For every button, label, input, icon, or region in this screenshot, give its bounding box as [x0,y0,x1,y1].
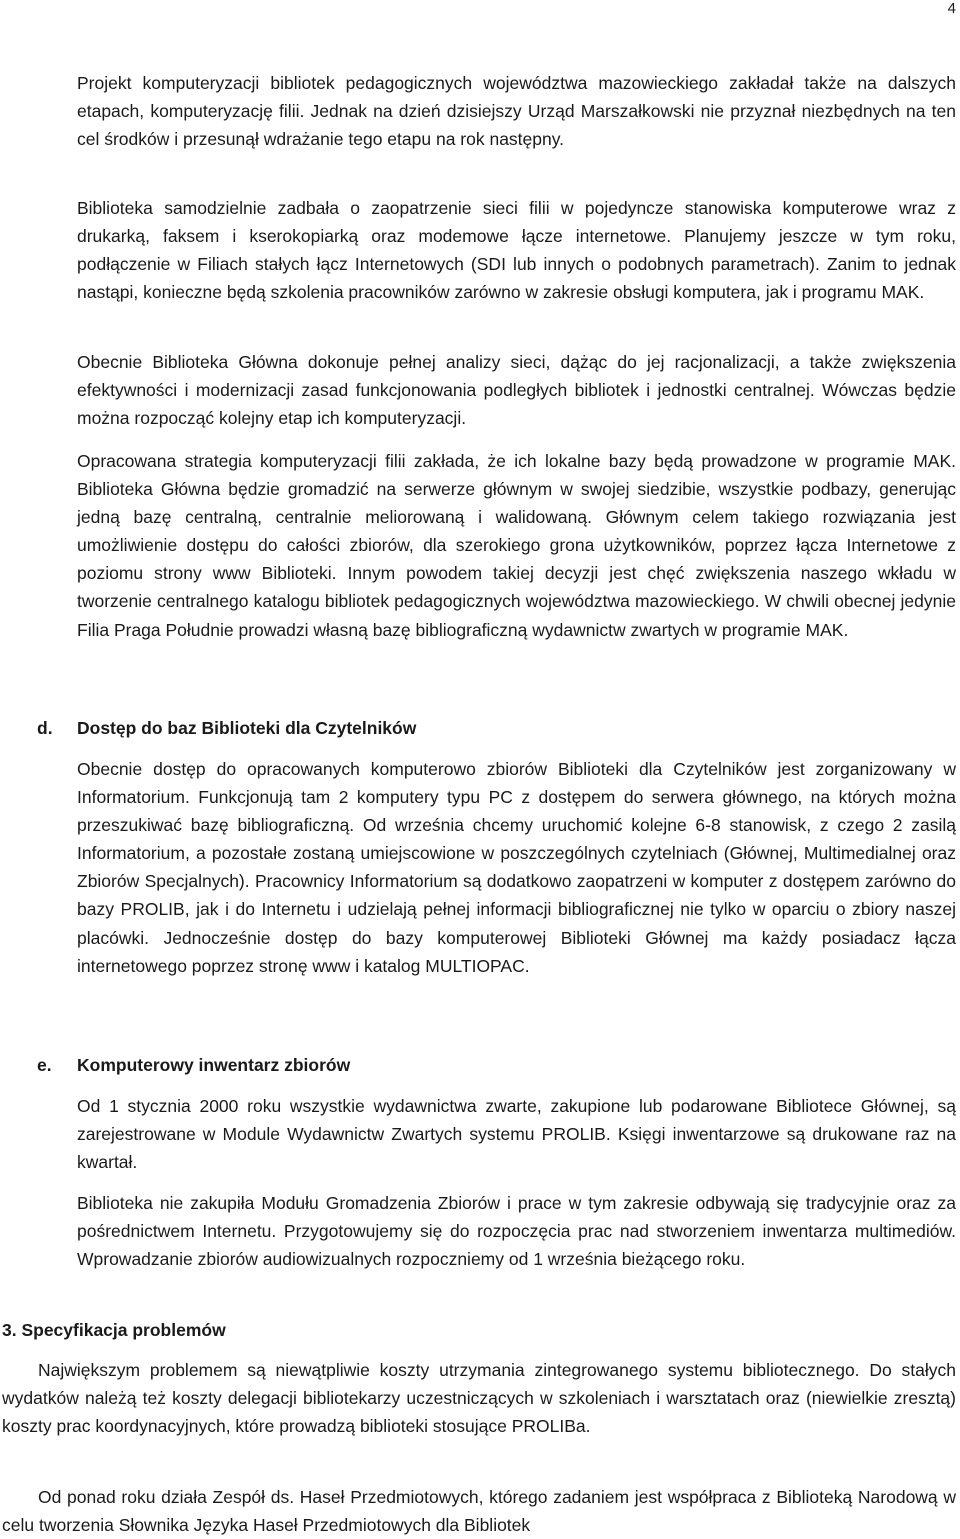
paragraph-inventory: Od 1 stycznia 2000 roku wszystkie wydawnictwa zwarte, zakupione lub podarowane Bibliotece Głównej, są zarejestrowane w Module Wydawnictw Zwartych systemu PROLIB. Księgi inwentarzowe są drukowane raz na kwartał. [77,1096,956,1173]
paragraph-strategy: Opracowana strategia komputeryzacji filii zakłada, że ich lokalne bazy będą prowadzone w programie MAK. Biblioteka Główna będzie gromadzić na serwerze głównym w swojej siedzibie, wszystkie podbazy, generując jedną bazę centralną, centralnie meliorowaną i walidowaną. Głównym celem takiego rozwiązania jest umożliwienie dostępu do całości zbiorów, dla szerokiego grona użytkowników, poprzez łącza Internetowe z poziomu strony www Biblioteki. Innym powodem takiej decyzji jest chęć zwiększenia naszego wkładu w tworzenie centralnego katalogu bibliotek pedagogicznych województwa mazowieckiego. W chwili obecnej jedynie Filia Praga Południe prowadzi własną bazę bibliograficzną wydawnictw zwartych w programie MAK. [77,451,956,640]
page-number: 4 [947,0,956,17]
paragraph-acquisitions: Biblioteka nie zakupiła Modułu Gromadzenia Zbiorów i prace w tym zakresie odbywają się tradycyjnie oraz za pośrednictwem Internetu. Przygotowujemy się do rozpoczęcia prac nad stworzeniem inwentarza multimediów. Wprowadzanie zbiorów audiowizualnych rozpoczniemy od 1 września bieżącego roku. [77,1193,956,1270]
paragraph-filii-equipment: Biblioteka samodzielnie zadbała o zaopatrzenie sieci filii w pojedyncze stanowiska komputerowe wraz z drukarką, faksem i kserokopiarką oraz modemowe łącze internetowe. Planujemy jeszcze w tym roku, podłączenie w Filiach stałych łącz Internetowych (SDI lub innych o podobnych parametrach). Zanim to jednak nastąpi, konieczne będą szkolenia pracowników zarówno w zakresie obsługi komputera, jak i programu MAK. [77,198,956,303]
section-marker-d: d. [37,718,53,738]
section-heading-3: 3. Specyfikacja problemów [2,1320,226,1340]
paragraph-network-analysis: Obecnie Biblioteka Główna dokonuje pełnej analizy sieci, dążąc do jej racjonalizacji, a także zwiększenia efektywności i modernizacji zasad funkcjonowania podległych bibliotek i jednostki centralnej. Wówczas będzie można rozpocząć kolejny etap ich komputeryzacji. [77,352,956,429]
section-title-e: Komputerowy inwentarz zbiorów [77,1055,351,1075]
section-heading-e [37,1054,351,1076]
paragraph-problems: Największym problemem są niewątpliwie koszty utrzymania zintegrowanego systemu bibliotecznego. Do stałych wydatków należą też koszty delegacji bibliotekarzy uczestniczących w szkoleniach i warsztatach oraz (niewielkie zresztą) koszty prac koordynacyjnych, które prowadzą biblioteki stosujące PROLIBa. [2,1360,956,1437]
section-title-d: Dostęp do baz Biblioteki dla Czytelników [77,718,417,738]
paragraph-project-filii: Projekt komputeryzacji bibliotek pedagogicznych województwa mazowieckiego zakładał także na dalszych etapach, komputeryzację filii. Jednak na dzień dzisiejszy Urząd Marszałkowski nie przyznał niezbędnych na ten cel środków i przesunął wdrażanie tego etapu na rok następny. [77,73,956,150]
paragraph-reader-access: Obecnie dostęp do opracowanych komputerowo zbiorów Biblioteki dla Czytelników jest zorganizowany w Informatorium. Funkcjonują tam 2 komputery typu PC z dostępem do serwera głównego, na których można przeszukiwać bazę bibliograficzną. Od września chcemy uruchomić kolejne 6-8 stanowisk, z czego 2 zasilą Informatorium, a pozostałe zostaną umiejscowione w poszczególnych czytelniach (Głównej, Multimedialnej oraz Zbiorów Specjalnych). Pracownicy Informatorium są dodatkowo zaopatrzeni w komputer z dostępem zarówno do bazy PROLIB, jak i do Internetu i udzielają pełnej informacji bibliograficznej nie tylko w oparciu o zbiory naszej placówki. Jednocześnie dostęp do bazy komputerowej Biblioteki Głównej ma każdy posiadacz łącza internetowego poprzez stronę www i katalog MULTIOPAC. [77,759,956,976]
section-marker-e: e. [37,1055,52,1075]
section-heading-d [37,717,417,739]
paragraph-subject-headings-team: Od ponad roku działa Zespół ds. Haseł Przedmiotowych, którego zadaniem jest współpraca z Biblioteką Narodową w celu tworzenia Słownika Języka Haseł Przedmiotowych dla Bibliotek [2,1487,956,1536]
